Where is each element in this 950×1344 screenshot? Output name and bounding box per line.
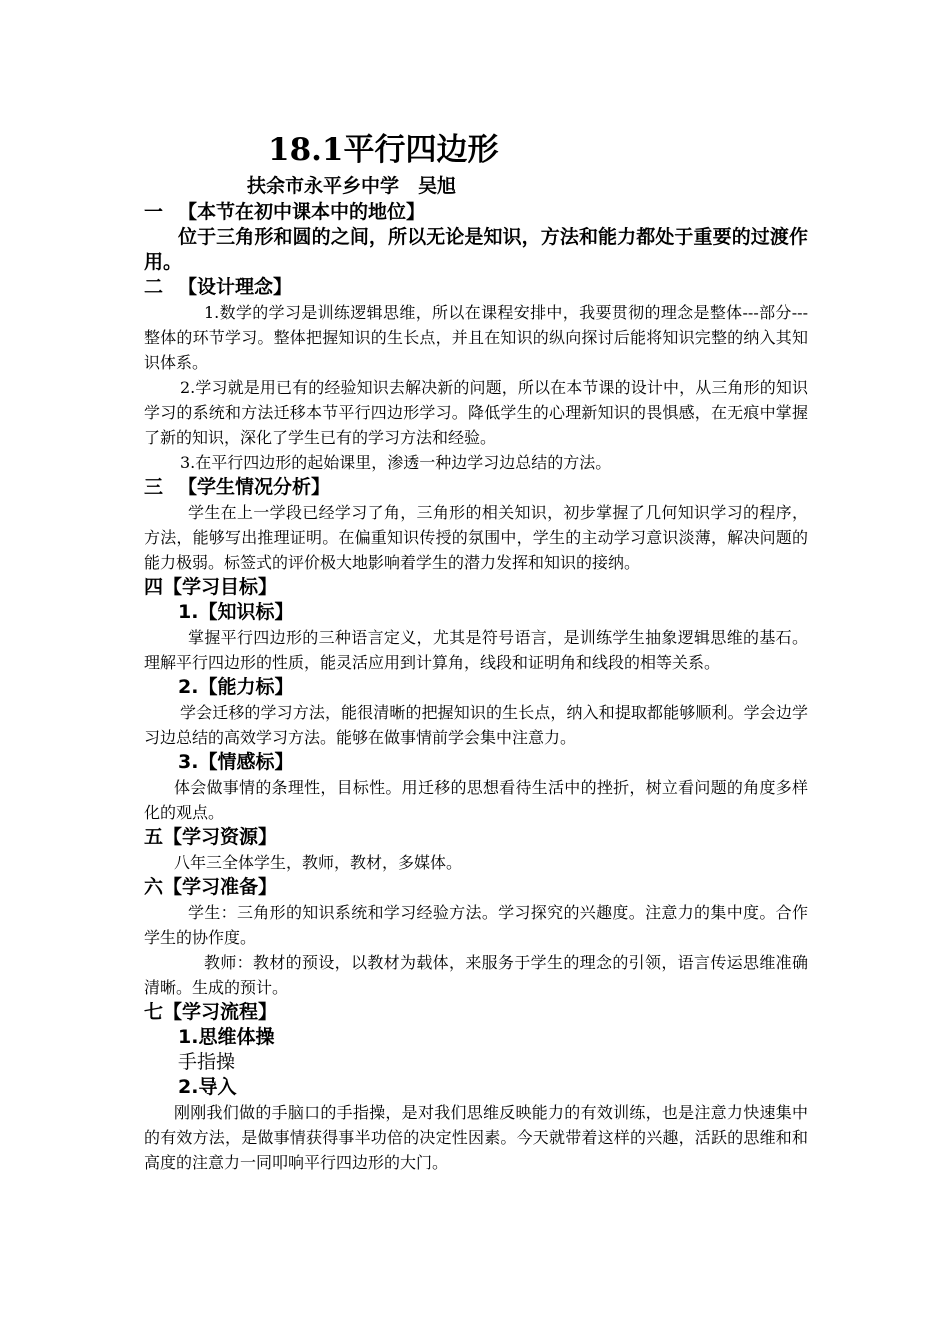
section-title: 【本节在初中课本中的地位】 bbox=[178, 201, 426, 223]
section-title: 【学生情况分析】 bbox=[178, 476, 331, 498]
finger-exercise-text: 手指操 bbox=[178, 1051, 236, 1073]
section-number: 六 bbox=[144, 876, 164, 898]
section-heading-1 bbox=[144, 200, 808, 225]
document-author: 扶余市永平乡中学 吴旭 bbox=[247, 175, 457, 197]
section-title: 【学习目标】 bbox=[163, 576, 278, 598]
section-1-body: 位于三角形和圆的之间，所以无论是知识，方法和能力都处于重要的过渡作用。 bbox=[144, 226, 808, 273]
document-title: 18.1平行四边形 bbox=[268, 132, 499, 168]
section-2-paragraph-1: 1.数学的学习是训练逻辑思维，所以在课程安排中，我要贯彻的理念是整体---部分---整体的环节学习。整体把握知识的生长点，并且在知识的纵向探讨后能将知识完整的纳入其知识体系。 bbox=[144, 303, 808, 372]
section-number: 七 bbox=[144, 1001, 164, 1023]
section-heading-3 bbox=[144, 475, 808, 500]
section-4-paragraph-1: 掌握平行四边形的三种语言定义，尤其是符号语言，是训练学生抽象逻辑思维的基石。理解平行四边形的性质，能灵活应用到计算角，线段和证明角和线段的相等关系。 bbox=[144, 628, 808, 672]
section-3-paragraph-1: 学生在上一学段已经学习了角，三角形的相关知识，初步掌握了几何知识学习的程序，方法，能够写出推理证明。在偏重知识传授的氛围中，学生的主动学习意识淡薄，解决问题的能力极弱。标签式的评价极大地影响着学生的潜力发挥和知识的接纳。 bbox=[144, 503, 808, 572]
section-heading-7 bbox=[144, 1000, 808, 1025]
section-title: 【学习流程】 bbox=[163, 1001, 278, 1023]
subsection-ability: 2.【能力标】 bbox=[178, 676, 294, 698]
subsection-knowledge: 1.【知识标】 bbox=[178, 601, 294, 623]
document-content bbox=[144, 128, 808, 1175]
section-number: 二 bbox=[144, 276, 164, 298]
section-heading-2 bbox=[144, 275, 808, 300]
section-2-paragraph-3: 3.在平行四边形的起始课里，渗透一种边学习边总结的方法。 bbox=[180, 453, 612, 472]
section-6-paragraph-2: 教师：教材的预设，以教材为载体，来服务于学生的理念的引领，语言传运思维准确清晰。生成的预计。 bbox=[144, 953, 808, 997]
section-7-paragraph-1: 刚刚我们做的手脑口的手指操，是对我们思维反映能力的有效训练，也是注意力快速集中的有效方法，是做事情获得事半功倍的决定性因素。今天就带着这样的兴趣，活跃的思维和和高度的注意力一同叩响平行四边形的大门。 bbox=[144, 1103, 808, 1172]
section-number: 五 bbox=[144, 826, 164, 848]
subsection-introduction: 2.导入 bbox=[178, 1076, 237, 1098]
section-number: 四 bbox=[144, 576, 164, 598]
section-title: 【学习资源】 bbox=[163, 826, 278, 848]
section-6-paragraph-1: 学生：三角形的知识系统和学习经验方法。学习探究的兴趣度。注意力的集中度。合作学生的协作度。 bbox=[144, 903, 808, 947]
subsection-thinking-exercise: 1.思维体操 bbox=[178, 1026, 275, 1048]
section-title: 【学习准备】 bbox=[163, 876, 278, 898]
section-title: 【设计理念】 bbox=[178, 276, 293, 298]
section-5-paragraph-1: 八年三全体学生，教师，教材，多媒体。 bbox=[174, 853, 463, 872]
section-heading-4 bbox=[144, 575, 808, 600]
section-number: 三 bbox=[144, 476, 164, 498]
section-2-paragraph-2: 2.学习就是用已有的经验知识去解决新的问题，所以在本节课的设计中，从三角形的知识学习的系统和方法迁移本节平行四边形学习。降低学生的心理新知识的畏惧感，在无痕中掌握了新的知识，深化了学生已有的学习方法和经验。 bbox=[144, 378, 808, 447]
subsection-emotion: 3.【情感标】 bbox=[178, 751, 294, 773]
section-number: 一 bbox=[144, 201, 164, 223]
section-4-paragraph-3: 体会做事情的条理性，目标性。用迁移的思想看待生活中的挫折，树立看问题的角度多样化的观点。 bbox=[144, 778, 808, 822]
section-heading-5 bbox=[144, 825, 808, 850]
section-heading-6 bbox=[144, 875, 808, 900]
section-4-paragraph-2: 学会迁移的学习方法，能很清晰的把握知识的生长点，纳入和提取都能够顺利。学会边学习边总结的高效学习方法。能够在做事情前学会集中注意力。 bbox=[144, 703, 808, 747]
